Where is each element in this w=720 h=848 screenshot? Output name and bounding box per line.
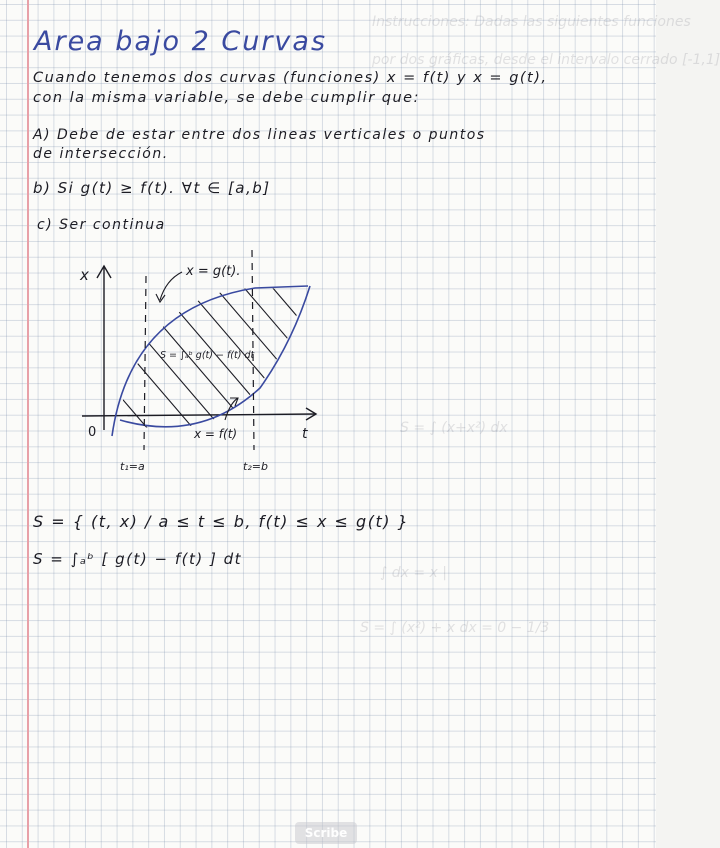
upper-label-arrow-icon (160, 272, 182, 300)
area-between-curves-graph (70, 248, 330, 480)
area-integral-formula: S = ∫ₐᵇ [ g(t) − f(t) ] dt (33, 550, 242, 568)
condition-a-line-2: de intersección. (33, 146, 169, 162)
vertical-line-a (144, 276, 146, 450)
bleed-through-text: S = ∫ (x²) + x dx = 0 − 1/3 (360, 620, 550, 636)
condition-c: c) Ser continua (37, 217, 166, 233)
t-axis (82, 414, 316, 416)
condition-a-line-1: A) Debe de estar entre dos lineas verticales o puntos (33, 127, 486, 143)
area-formula-label: S = ∫ₐᵇ g(t) − f(t) dt (160, 350, 255, 361)
margin-line (27, 0, 29, 848)
t2-label: t₂=b (243, 460, 268, 473)
origin-label: 0 (88, 425, 97, 440)
intro-line-1: Cuando tenemos dos curvas (funciones) x = f(t) y x = g(t), (33, 70, 548, 86)
page-title: Area bajo 2 Curvas (34, 26, 328, 57)
upper-curve-g (112, 286, 308, 436)
bleed-through-text: por dos gráficas, desde el intervalo cerrado [-1,1] (372, 52, 720, 68)
axis-t-label: t (302, 426, 308, 442)
bleed-through-text: ∫ dx = x | (380, 565, 447, 581)
bleed-through-text: S = ∫ (x+x²) dx (400, 420, 508, 436)
lower-curve-label: x = f(t) (194, 427, 238, 441)
axis-x-label: x (80, 266, 89, 284)
bleed-through-text: Instrucciones: Dadas las siguientes funciones (372, 14, 691, 30)
upper-curve-label: x = g(t). (186, 264, 241, 279)
condition-b: b) Si g(t) ≥ f(t). ∀t ∈ [a,b] (33, 179, 271, 197)
intro-line-2: con la misma variable, se debe cumplir que: (33, 90, 420, 106)
scribe-logo: Scribe (295, 822, 357, 844)
set-definition-formula: S = { (t, x) / a ≤ t ≤ b, f(t) ≤ x ≤ g(t) } (33, 512, 410, 531)
t1-label: t₁=a (120, 460, 145, 473)
